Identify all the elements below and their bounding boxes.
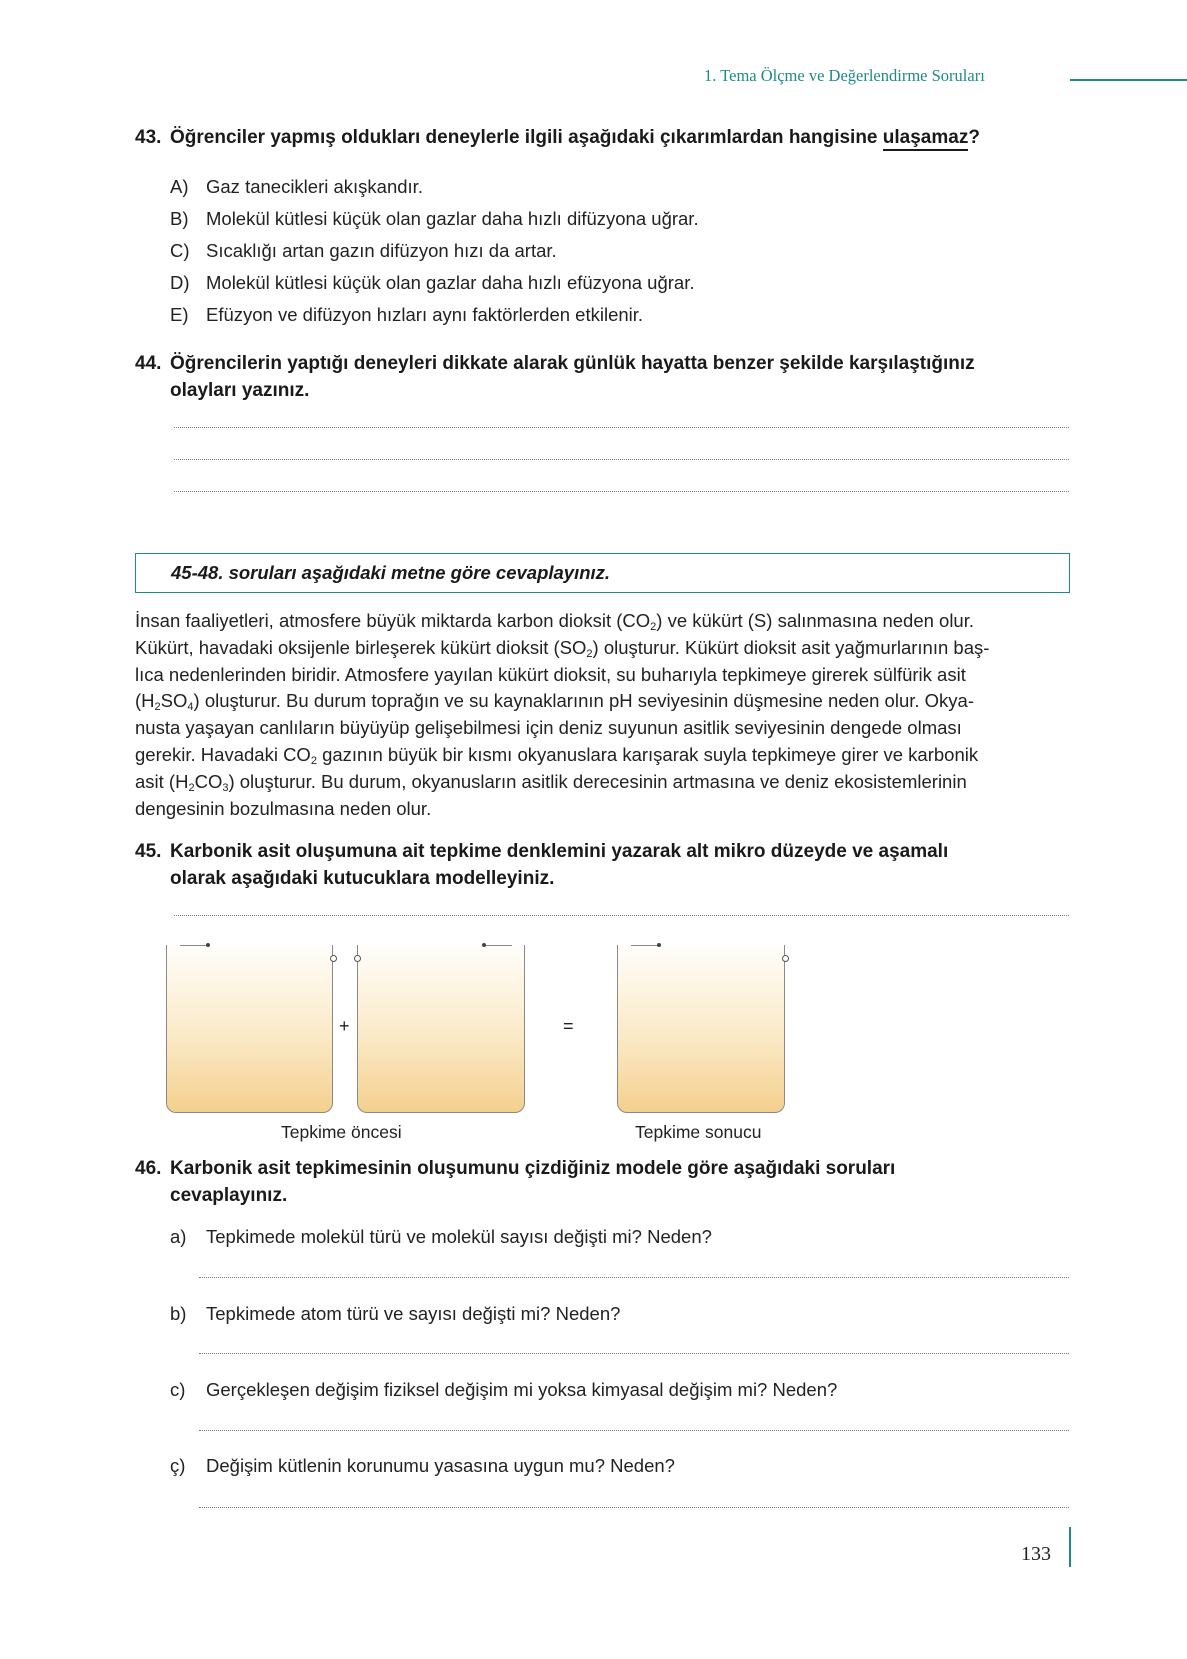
option-e[interactable] [170, 303, 643, 327]
sub-question-text: Değişim kütlenin korunumu yasasına uygun mu? Neden? [206, 1455, 675, 1476]
passage-line: $(H_2SO_4)$ oluşturur. Bu durum toprağın ve su kaynaklarının pH seviyesinin düşmesine neden olur. Okya- [135, 690, 975, 714]
answer-line[interactable] [199, 1277, 1069, 1278]
question-text-line1: Karbonik asit tepkimesinin oluşumunu çizdiğiniz modele göre aşağıdaki soruları [170, 1158, 896, 1179]
beaker-rim [631, 945, 659, 946]
option-b[interactable] [170, 207, 699, 231]
plus-sign: + [339, 1016, 350, 1036]
question-text-line1: Öğrencilerin yaptığı deneyleri dikkate alarak günlük hayatta benzer şekilde karşılaştığınız [170, 353, 975, 374]
option-letter: D) [170, 272, 190, 293]
beaker-rim [484, 945, 512, 946]
page-header-title: 1. Tema Ölçme ve Değerlendirme Soruları [704, 66, 985, 85]
sub-question-text: Gerçekleşen değişim fiziksel değişim mi yoksa kimyasal değişim mi? Neden? [206, 1379, 838, 1400]
question-text-line1: Karbonik asit oluşumuna ait tepkime denklemini yazarak alt mikro düzeyde ve aşamalı [170, 841, 949, 862]
option-text: Molekül kütlesi küçük olan gazlar daha hızlı efüzyona uğrar. [206, 272, 695, 293]
caption-after: Tepkime sonucu [635, 1122, 762, 1142]
beaker-ring [354, 955, 361, 962]
option-letter: A) [170, 176, 189, 197]
answer-line[interactable] [199, 1430, 1069, 1431]
equals-sign: = [563, 1016, 574, 1036]
question-text: Öğrenciler yapmış oldukları deneylerle ilgili aşağıdaki çıkarımlardan hangisine [170, 127, 883, 148]
instruction-box [135, 553, 1070, 593]
question-44 [135, 350, 975, 404]
sub-question-letter: b) [170, 1303, 187, 1324]
passage-line: dengesinin bozulmasına neden olur. [135, 797, 432, 819]
question-mark: ? [968, 127, 980, 148]
beaker-spout-dot [657, 943, 661, 947]
question-number: 45. [135, 841, 162, 862]
sub-question-letter: ç) [170, 1455, 186, 1476]
option-a[interactable] [170, 175, 423, 199]
question-45 [135, 838, 948, 892]
question-number: 43. [135, 127, 162, 148]
passage-line: asit $(H_2CO_3)$ oluşturur. Bu durum, okyanusların asitlik derecesinin artmasına ve deniz ekosistemlerinin [135, 770, 967, 794]
option-c[interactable] [170, 239, 557, 263]
beaker-ring [330, 955, 337, 962]
beaker-after[interactable] [617, 945, 785, 1113]
sub-question-text: Tepkimede atom türü ve sayısı değişti mi? Neden? [206, 1303, 621, 1324]
question-43 [135, 124, 980, 151]
sub-question-c [170, 1378, 837, 1402]
answer-line[interactable] [174, 427, 1069, 428]
beaker-rim [180, 945, 208, 946]
answer-line[interactable] [174, 459, 1069, 460]
question-text-line2: olarak aşağıdaki kutucuklara modelleyiniz. [170, 868, 555, 889]
question-46 [135, 1155, 895, 1209]
beaker-spout-dot [482, 943, 486, 947]
beaker-before-left[interactable] [166, 945, 333, 1113]
answer-line[interactable] [199, 1507, 1069, 1508]
reading-passage [135, 608, 1070, 822]
passage-line: lıca nedenlerinden biridir. Atmosfere yayılan kükürt dioksit, su buharıyla tepkimeye girerek sülfürik asit [135, 663, 966, 685]
question-number: 46. [135, 1158, 162, 1179]
caption-before: Tepkime öncesi [281, 1122, 402, 1142]
sub-question-letter: a) [170, 1226, 187, 1247]
option-text: Molekül kütlesi küçük olan gazlar daha hızlı difüzyona uğrar. [206, 208, 699, 229]
option-text: Efüzyon ve difüzyon hızları aynı faktörlerden etkilenir. [206, 304, 644, 325]
option-d[interactable] [170, 271, 694, 295]
option-text: Sıcaklığı artan gazın difüzyon hızı da artar. [206, 240, 557, 261]
option-letter: C) [170, 240, 190, 261]
option-letter: B) [170, 208, 189, 229]
page-number: 133 [1021, 1543, 1051, 1565]
answer-line[interactable] [174, 491, 1069, 492]
page-number-rule [1069, 1527, 1071, 1567]
option-text: Gaz tanecikleri akışkandır. [206, 176, 423, 197]
question-text-line2: olayları yazınız. [170, 380, 310, 401]
beaker-spout-dot [206, 943, 210, 947]
passage-line: nusta yaşayan canlıların büyüyüp gelişebilmesi için deniz suyunun asitlik seviyesinin dengede olması [135, 717, 962, 739]
beaker-before-right[interactable] [357, 945, 525, 1113]
answer-line[interactable] [174, 915, 1069, 916]
question-text-line2: cevaplayınız. [170, 1185, 288, 1206]
sub-question-a [170, 1225, 712, 1249]
instruction-text: 45-48. soruları aşağıdaki metne göre cevaplayınız. [171, 562, 611, 583]
beaker-ring [782, 955, 789, 962]
passage-line: Kükürt, havadaki oksijenle birleşerek kükürt dioksit $(SO_2)$ oluşturur. Kükürt dioksit asit yağmurlarının baş- [135, 636, 990, 660]
sub-question-letter: c) [170, 1379, 186, 1400]
option-letter: E) [170, 304, 189, 325]
question-number: 44. [135, 353, 162, 374]
underlined-keyword: ulaşamaz [883, 127, 969, 151]
answer-line[interactable] [199, 1353, 1069, 1354]
passage-line: gerekir. Havadaki $CO_2$ gazının büyük bir kısmı okyanuslara karışarak suyla tepkimeye girer ve karbonik [135, 743, 979, 767]
sub-question-text: Tepkimede molekül türü ve molekül sayısı değişti mi? Neden? [206, 1226, 712, 1247]
header-rule [1070, 79, 1187, 81]
sub-question-c-cedilla [170, 1454, 675, 1478]
passage-line: İnsan faaliyetleri, atmosfere büyük miktarda karbon dioksit $(CO_2)$ ve kükürt (S) salınmasına neden olur. [135, 610, 974, 633]
sub-question-b [170, 1302, 620, 1326]
